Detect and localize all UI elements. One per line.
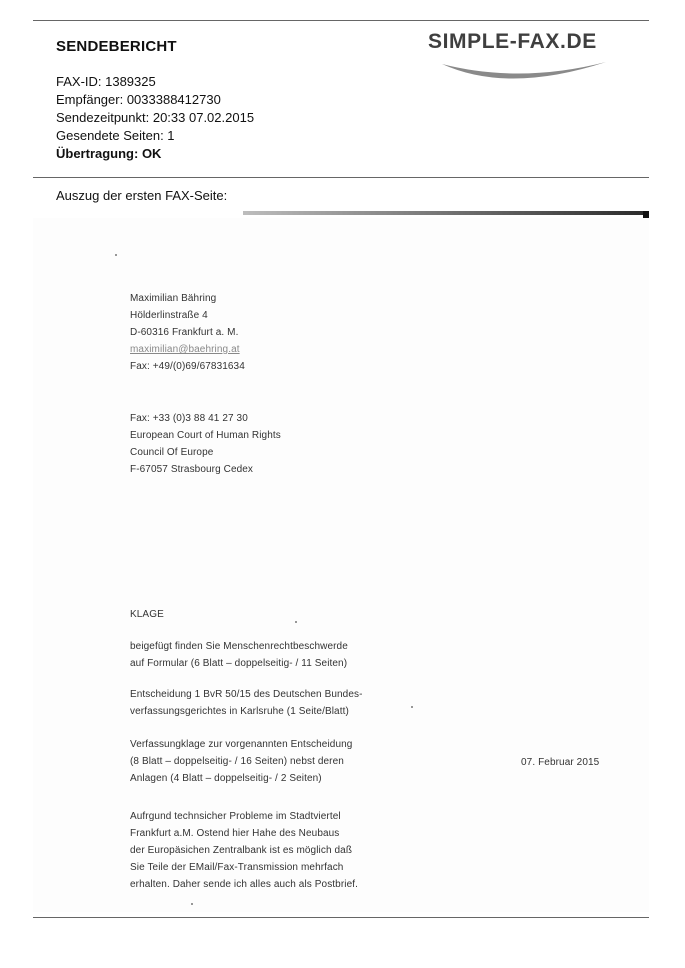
paragraph-line: erhalten. Daher sende ich alles auch als Postbrief. [130, 879, 359, 890]
middle-divider [33, 177, 649, 178]
scan-speck [295, 621, 297, 623]
paragraph-line: Aufrgund technsicher Probleme im Stadtviertel [130, 811, 341, 822]
fax-page-image [33, 218, 649, 912]
bottom-divider [33, 917, 649, 918]
paragraph-line: verfassungsgerichtes in Karlsruhe (1 Seite/Blatt) [130, 706, 349, 717]
recipient-court: European Court of Human Rights [130, 430, 281, 441]
paragraph-line: Anlagen (4 Blatt – doppelseitig- / 2 Seiten) [130, 773, 322, 784]
simple-fax-logo [428, 26, 650, 82]
paragraph-line: Sie Teile der EMail/Fax-Transmission mehrfach [130, 862, 344, 873]
report-meta [56, 73, 254, 163]
transmission-status: Übertragung: OK [56, 146, 162, 161]
letter-subject: KLAGE [130, 609, 164, 620]
scan-speck [191, 903, 193, 905]
recipient-address [130, 410, 281, 478]
sender-street: Hölderlinstraße 4 [130, 310, 208, 321]
logo-text: SIMPLE-FAX.DE [428, 30, 597, 53]
recipient-city: F-67057 Strasbourg Cedex [130, 464, 254, 475]
paragraph-line: beigefügt finden Sie Menschenrechtbeschwerde [130, 641, 348, 652]
scan-speck [411, 706, 413, 708]
report-title: SENDEBERICHT [56, 38, 177, 55]
paragraph-1 [130, 638, 348, 672]
paragraph-line: der Europäsichen Zentralbank ist es möglich daß [130, 845, 353, 856]
sender-address [130, 290, 245, 375]
paragraph-4 [130, 808, 358, 893]
fax-id: FAX-ID: 1389325 [56, 74, 156, 89]
recipient-council: Council Of Europe [130, 447, 214, 458]
paragraph-line: Frankfurt a.M. Ostend hier Hahe des Neubaus [130, 828, 340, 839]
sender-email-link: maximilian@baehring.at [130, 344, 240, 355]
paragraph-line: Entscheidung 1 BvR 50/15 des Deutschen Bundes- [130, 689, 363, 700]
top-divider [33, 20, 649, 21]
paragraph-line: Verfassungklage zur vorgenannten Entscheidung [130, 739, 353, 750]
scan-edge-mark [643, 211, 649, 218]
logo-swoosh-icon [428, 26, 650, 82]
recipient-fax: Fax: +33 (0)3 88 41 27 30 [130, 413, 248, 424]
sender-name: Maximilian Bähring [130, 293, 217, 304]
send-time: Sendezeitpunkt: 20:33 07.02.2015 [56, 110, 255, 125]
excerpt-label: Auszug der ersten FAX-Seite: [56, 188, 228, 203]
recipient-number: Empfänger: 0033388412730 [56, 92, 221, 107]
paragraph-line: (8 Blatt – doppelseitig- / 16 Seiten) nebst deren [130, 756, 344, 767]
paragraph-3 [130, 736, 352, 787]
pages-sent: Gesendete Seiten: 1 [56, 128, 175, 143]
scan-edge-line [243, 211, 649, 215]
paragraph-2 [130, 686, 363, 720]
letter-date: 07. Februar 2015 [521, 757, 600, 768]
paragraph-line: auf Formular (6 Blatt – doppelseitig- / 11 Seiten) [130, 658, 348, 669]
scan-speck [115, 254, 117, 256]
sender-fax: Fax: +49/(0)69/67831634 [130, 361, 245, 372]
sender-city: D-60316 Frankfurt a. M. [130, 327, 239, 338]
